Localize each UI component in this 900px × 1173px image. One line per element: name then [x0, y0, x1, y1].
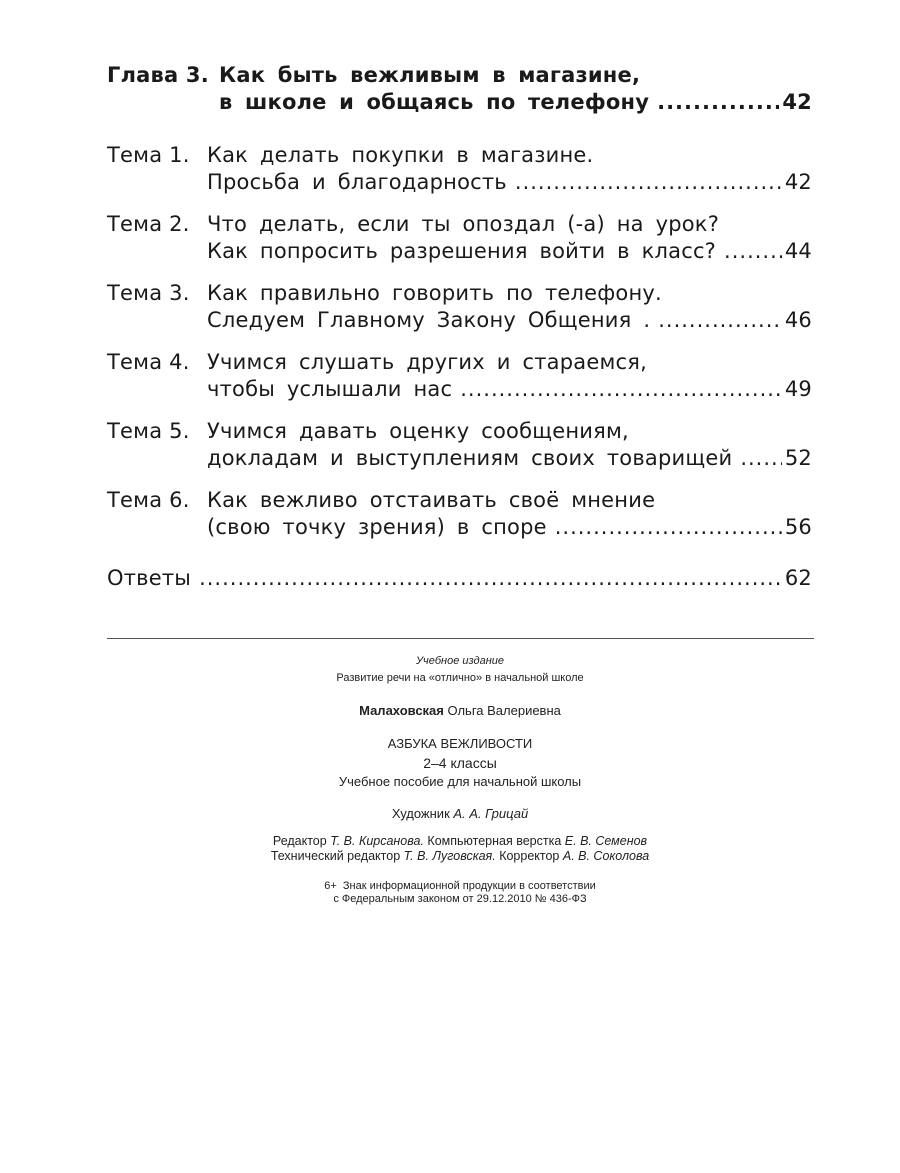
toc-label: Тема 6. — [107, 488, 190, 512]
imprint-law-line1 — [160, 880, 760, 892]
toc-title-line2: Следуем Главному Закону Общения . — [207, 308, 651, 332]
toc-label: Тема 5. — [107, 419, 190, 443]
toc-title-line1: Как делать покупки в магазине. — [207, 143, 594, 167]
layout-name: Е. В. Семенов — [564, 834, 648, 848]
toc-leader — [460, 376, 782, 403]
toc-title-line2: (свою точку зрения) в споре — [207, 515, 547, 539]
proofreader-label: Корректор — [499, 849, 560, 863]
toc-page-number: 42 — [782, 90, 812, 114]
imprint-edition-type: Учебное издание — [416, 655, 504, 667]
imprint-author — [160, 703, 760, 718]
tech-editor-name: Т. В. Луговская. — [403, 849, 496, 863]
toc-page-number: 62 — [784, 566, 812, 590]
age-mark: 6+ — [324, 880, 337, 892]
toc-topic-4 — [107, 349, 812, 403]
toc-leader — [657, 89, 779, 116]
toc-label: Тема 2. — [107, 212, 190, 236]
toc-title-line1: Что делать, если ты опоздал (-а) на урок? — [207, 212, 720, 236]
toc-topic-2 — [107, 211, 812, 265]
toc-topic-1 — [107, 142, 812, 196]
toc-topic-5 — [107, 418, 812, 472]
artist-label: Художник — [391, 806, 450, 821]
imprint-artist — [160, 806, 760, 821]
editor-label: Редактор — [272, 834, 327, 848]
toc-title-line2: докладам и выступлениям своих товарищей — [207, 446, 733, 470]
law-text-line1: Знак информационной продукции в соответствии — [342, 880, 596, 892]
toc-title-line2: Как попросить разрешения войти в класс? — [207, 239, 717, 263]
imprint-book-title: АЗБУКА ВЕЖЛИВОСТИ — [387, 736, 533, 751]
toc-title-line1: Учимся слушать других и стараемся, — [207, 350, 647, 374]
layout-label: Компьютерная верстка — [427, 834, 562, 848]
toc-leader — [740, 445, 782, 472]
toc-answers — [107, 565, 812, 592]
toc-page-number: 42 — [784, 170, 812, 194]
toc-page-number: 49 — [784, 377, 812, 401]
toc-leader — [724, 238, 782, 265]
toc-topic-6 — [107, 487, 812, 541]
toc-label: Глава 3. — [107, 63, 209, 87]
toc-title-line1: Как вежливо отстаивать своё мнение — [207, 488, 656, 512]
imprint-law-line2: с Федеральным законом от 29.12.2010 № 436-ФЗ — [333, 893, 587, 905]
toc-page-number: 56 — [784, 515, 812, 539]
toc-label: Тема 4. — [107, 350, 190, 374]
toc-chapter-3 — [107, 62, 812, 116]
toc-leader — [658, 307, 782, 334]
toc-title-line1: Как быть вежливым в магазине, — [219, 63, 641, 87]
toc-topic-3 — [107, 280, 812, 334]
toc-title-line1: Учимся давать оценку сообщениям, — [207, 419, 629, 443]
toc-leader — [515, 169, 782, 196]
author-surname: Малаховская — [359, 703, 444, 718]
imprint-editors-line2 — [160, 849, 760, 863]
toc-label: Тема 3. — [107, 281, 190, 305]
imprint-grades: 2–4 классы — [423, 755, 497, 771]
toc-title-line2: Просьба и благодарность — [207, 170, 507, 194]
toc-page-number: 52 — [784, 446, 812, 470]
toc-leader — [199, 565, 782, 592]
author-name: Ольга Валериевна — [447, 703, 561, 718]
toc-leader — [555, 514, 782, 541]
toc-label: Тема 1. — [107, 143, 190, 167]
toc-title-line2: чтобы услышали нас — [207, 377, 453, 401]
toc-label: Ответы — [107, 566, 192, 590]
imprint-book-type: Учебное пособие для начальной школы — [338, 774, 582, 789]
toc-title-line2: в школе и общаясь по телефону — [219, 90, 650, 114]
proofreader-name: А. В. Соколова — [562, 849, 650, 863]
imprint-series: Развитие речи на «отлично» в начальной школе — [336, 672, 584, 684]
tech-editor-label: Технический редактор — [270, 849, 401, 863]
toc-page-number: 46 — [784, 308, 812, 332]
divider — [107, 638, 814, 639]
artist-name: А. А. Грицай — [453, 806, 529, 821]
toc-title-line1: Как правильно говорить по телефону. — [207, 281, 662, 305]
editor-name: Т. В. Кирсанова. — [330, 834, 424, 848]
imprint-editors-line1 — [160, 834, 760, 848]
toc-page-number: 44 — [784, 239, 812, 263]
